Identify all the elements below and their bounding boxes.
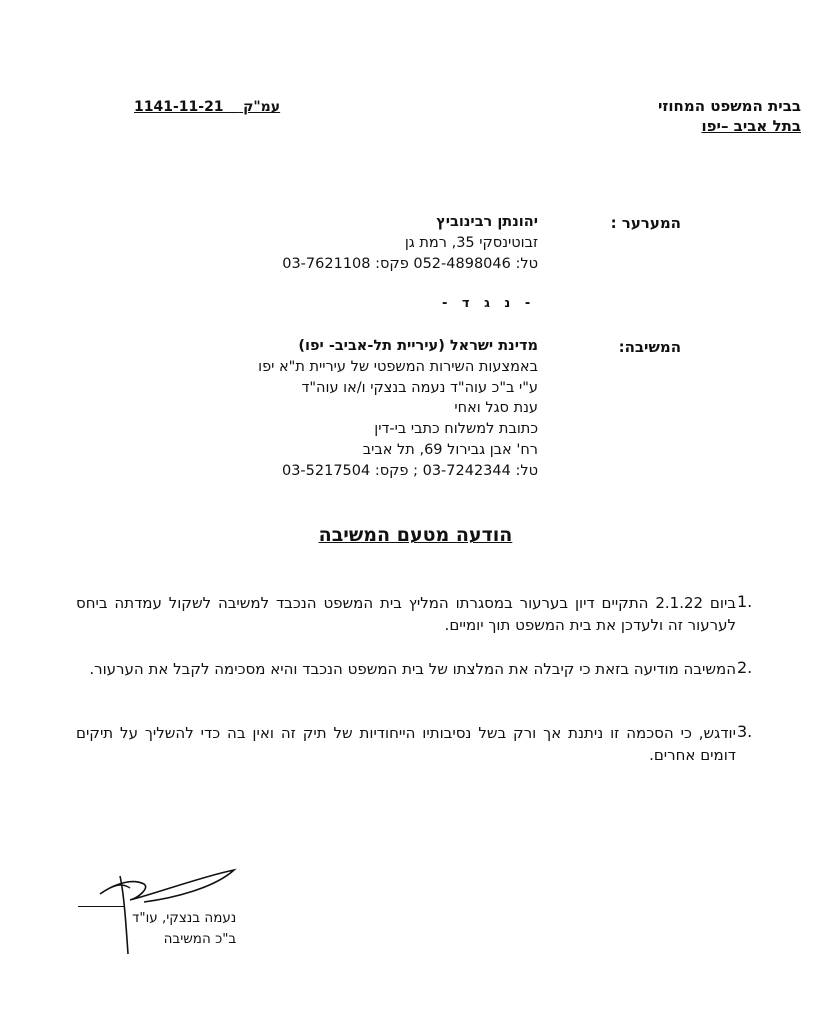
paragraph-text: ביום 2.1.22 התקיים דיון בערעור במסגרתו המליץ בית המשפט הנכבד למשיבה לשקול עמדתה ביחס לערעור זה ולעדכן את בית המשפט תוך יומיים. <box>76 594 736 634</box>
document-title: הודעה מטעם המשיבה <box>318 524 513 546</box>
paragraph-text: יודגש, כי הסכמה זו ניתנת אך ורק בשל נסיבותיו הייחודיות של תיק זה ואין בה כדי להשליך על תיקים דומים אחרים. <box>76 724 736 764</box>
respondent-line: ע"י ב"כ עוה"ד נעמה בנצקי ו/או עוה"ד <box>301 379 538 396</box>
respondent-line: מדינת ישראל (עיריית תל-אביב- יפו) <box>298 338 538 354</box>
case-number-line <box>134 99 280 115</box>
signatory-name: נעמה בנצקי, עו"ד <box>132 910 237 926</box>
case-label: עמ"ק <box>243 99 281 115</box>
case-number: 1141-11-21 <box>134 99 224 115</box>
signatory-role: ב"כ המשיבה <box>163 931 237 947</box>
paragraph-number: 2. <box>737 658 753 677</box>
respondent-block <box>258 336 538 482</box>
signature-line <box>78 906 124 907</box>
appellant-address: זבוטינסקי 35, רמת גן <box>404 234 538 251</box>
versus-separator: - נ ג ד - <box>442 296 536 311</box>
respondent-line: באמצעות השירות המשפטי של עיריית ת"א יפו <box>258 358 538 375</box>
court-name-line1: בבית המשפט המחוזי <box>657 97 801 115</box>
paragraph-number: 1. <box>737 592 753 611</box>
court-name <box>658 96 801 136</box>
paragraph-text: המשיבה מודיעה בזאת כי קיבלה את המלצתו של בית המשפט הנכבד והיא מסכימה לקבל את הערעור. <box>89 660 736 678</box>
signature-block <box>132 908 236 950</box>
appellant-block <box>282 212 538 274</box>
respondent-line: טל: 03-7242344 ; פקס: 03-5217504 <box>281 462 538 479</box>
appellant-phones: טל: 052-4898046 פקס: 03-7621108 <box>282 255 538 272</box>
respondent-line: ענת סגל ואחי <box>454 400 538 417</box>
appellant-name: יהונתן רבינוביץ <box>436 214 538 230</box>
court-name-line2: בתל אביב –יפו <box>701 117 801 135</box>
paragraph-number: 3. <box>737 722 753 741</box>
appellant-label: המערער : <box>610 214 681 232</box>
respondent-line: רח' אבן גבירול 69, תל אביב <box>362 441 538 458</box>
respondent-line: כתובת למשלוח כתבי בי-דין <box>374 421 538 438</box>
respondent-label: המשיבה: <box>618 338 681 356</box>
